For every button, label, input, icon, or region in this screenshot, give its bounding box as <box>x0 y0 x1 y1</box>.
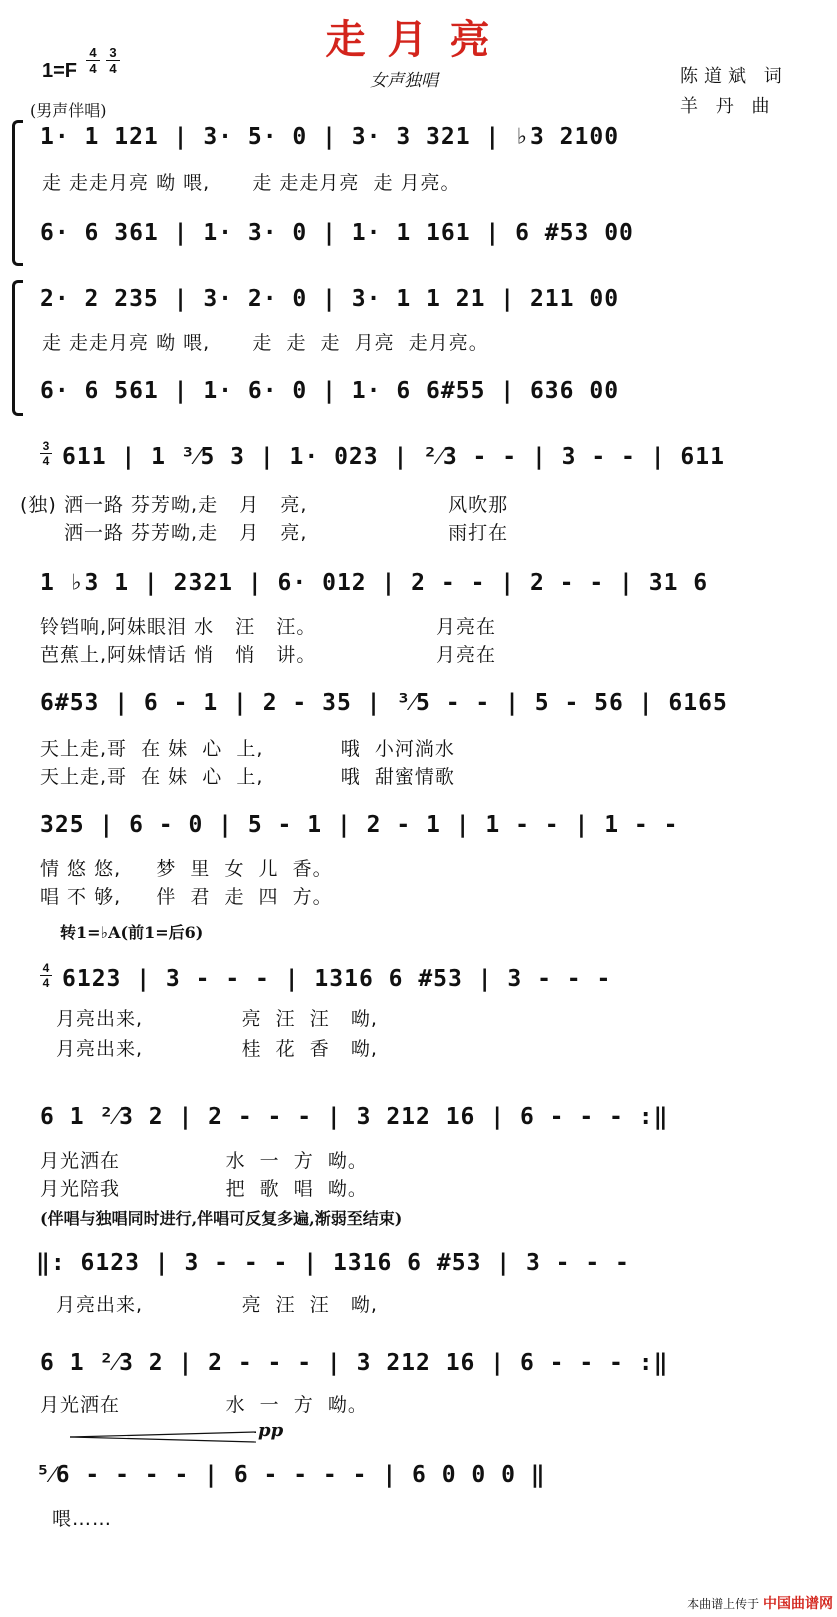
solo-line1-lyric1: 洒一路 芬芳呦,走 月 亮, 风吹那 <box>64 494 509 516</box>
composer-credit: 羊 丹 曲 <box>680 96 776 117</box>
song-title: 走月亮 <box>325 17 512 63</box>
solo-line3-lyric1: 天上走,哥 在 妹 心 上, 哦 小河淌水 <box>40 738 455 760</box>
system1-lyric: 走 走走月亮 呦 喂, 走 走走月亮 走 月亮。 <box>42 172 461 194</box>
system2-top-notes: 2· 2 235 | 3· 2· 0 | 3· 1 1 21 | 211 00 <box>40 286 620 312</box>
solo-line3-notes: 6#53 | 6 - 1 | 2 - 35 | ³⁄5 - - | 5 - 56 | 6165 <box>40 690 728 716</box>
modulation-marking: 转1=♭A(前1=后6) <box>60 923 204 942</box>
meter-3-4: 3 4 <box>106 46 120 75</box>
section3-line2-lyric1: 月光洒在 水 一 方 呦。 <box>40 1150 368 1172</box>
solo-line4-lyric1: 情 悠 悠, 梦 里 女 儿 香。 <box>40 858 333 880</box>
system1-top-notes: 1· 1 121 | 3· 5· 0 | 3· 3 321 | ♭3 2100 <box>40 124 620 150</box>
section3-line1-notes: 6123 | 3 - - - | 1316 6 #53 | 3 - - - <box>62 966 612 992</box>
section4-line2-lyric1: 月光洒在 水 一 方 呦。 <box>40 1394 368 1416</box>
decrescendo-hairpin <box>70 1428 256 1440</box>
section4-line1-lyric1: 月亮出来, 亮 汪 汪 呦, <box>56 1294 378 1316</box>
solo-label: (独) <box>20 494 57 516</box>
solo-line1-lyric2: 洒一路 芬芳呦,走 月 亮, 雨打在 <box>64 522 509 544</box>
section4-line3-notes: ⁵⁄6 - - - - | 6 - - - - | 6 0 0 0 ‖ <box>36 1462 546 1488</box>
system-brace <box>12 280 23 416</box>
solo-line2-notes: 1 ♭3 1 | 2321 | 6· 012 | 2 - - | 2 - - | 31 6 <box>40 570 709 596</box>
footer-watermark <box>687 1593 833 1613</box>
section3-line2-notes: 6 1 ²⁄3 2 | 2 - - - | 3 212 16 | 6 - - - :‖ <box>40 1104 669 1130</box>
system1-bottom-notes: 6· 6 361 | 1· 3· 0 | 1· 1 161 | 6 #53 00 <box>40 220 634 246</box>
section3-line2-lyric2: 月光陪我 把 歌 唱 呦。 <box>40 1178 368 1200</box>
footer-text: 本曲谱上传于 <box>687 1597 760 1611</box>
accompaniment-instruction: (伴唱与独唱同时进行,伴唱可反复多遍,渐弱至结束) <box>40 1209 403 1228</box>
section3-time-signature: 4 4 <box>40 962 52 989</box>
solo-line2-lyric2: 芭蕉上,阿妹情话 悄 悄 讲。 月亮在 <box>40 644 496 666</box>
section4-line3-lyric1: 喂…… <box>52 1508 113 1530</box>
solo-line1-notes: 611 | 1 ³⁄5 3 | 1· 023 | ²⁄3 - - | 3 - - | 611 <box>62 444 725 470</box>
section4-line1-notes: ‖: 6123 | 3 - - - | 1316 6 #53 | 3 - - - <box>36 1250 630 1276</box>
section3-line1-lyric1: 月亮出来, 亮 汪 汪 呦, <box>56 1008 378 1030</box>
solo-line2-lyric1: 铃铛响,阿妹眼泪 水 汪 汪。 月亮在 <box>40 616 496 638</box>
system-brace <box>12 120 23 266</box>
solo-line4-lyric2: 唱 不 够, 伴 君 走 四 方。 <box>40 886 333 908</box>
meter-4-4: 4 4 <box>86 46 100 75</box>
dynamic-marking: pp <box>258 1420 284 1441</box>
solo-line4-notes: 325 | 6 - 0 | 5 - 1 | 2 - 1 | 1 - - | 1 - - <box>40 812 679 838</box>
solo-line3-lyric2: 天上走,哥 在 妹 心 上, 哦 甜蜜情歌 <box>40 766 455 788</box>
system2-lyric: 走 走走月亮 呦 喂, 走 走 走 月亮 走月亮。 <box>42 332 489 354</box>
male-accompaniment-label: (男声伴唱) <box>30 101 107 120</box>
performance-subtitle: 女声独唱 <box>370 71 438 91</box>
section3-line1-lyric2: 月亮出来, 桂 花 香 呦, <box>56 1038 378 1060</box>
section4-line2-notes: 6 1 ²⁄3 2 | 2 - - - | 3 212 16 | 6 - - - :‖ <box>40 1350 669 1376</box>
lyricist-credit: 陈道斌 词 <box>680 66 788 87</box>
system2-bottom-notes: 6· 6 561 | 1· 6· 0 | 1· 6 6#55 | 636 00 <box>40 378 620 404</box>
solo-time-signature: 3 4 <box>40 440 52 467</box>
footer-brand: 中国曲谱网 <box>763 1596 833 1612</box>
key-signature: 1=F <box>42 60 78 82</box>
